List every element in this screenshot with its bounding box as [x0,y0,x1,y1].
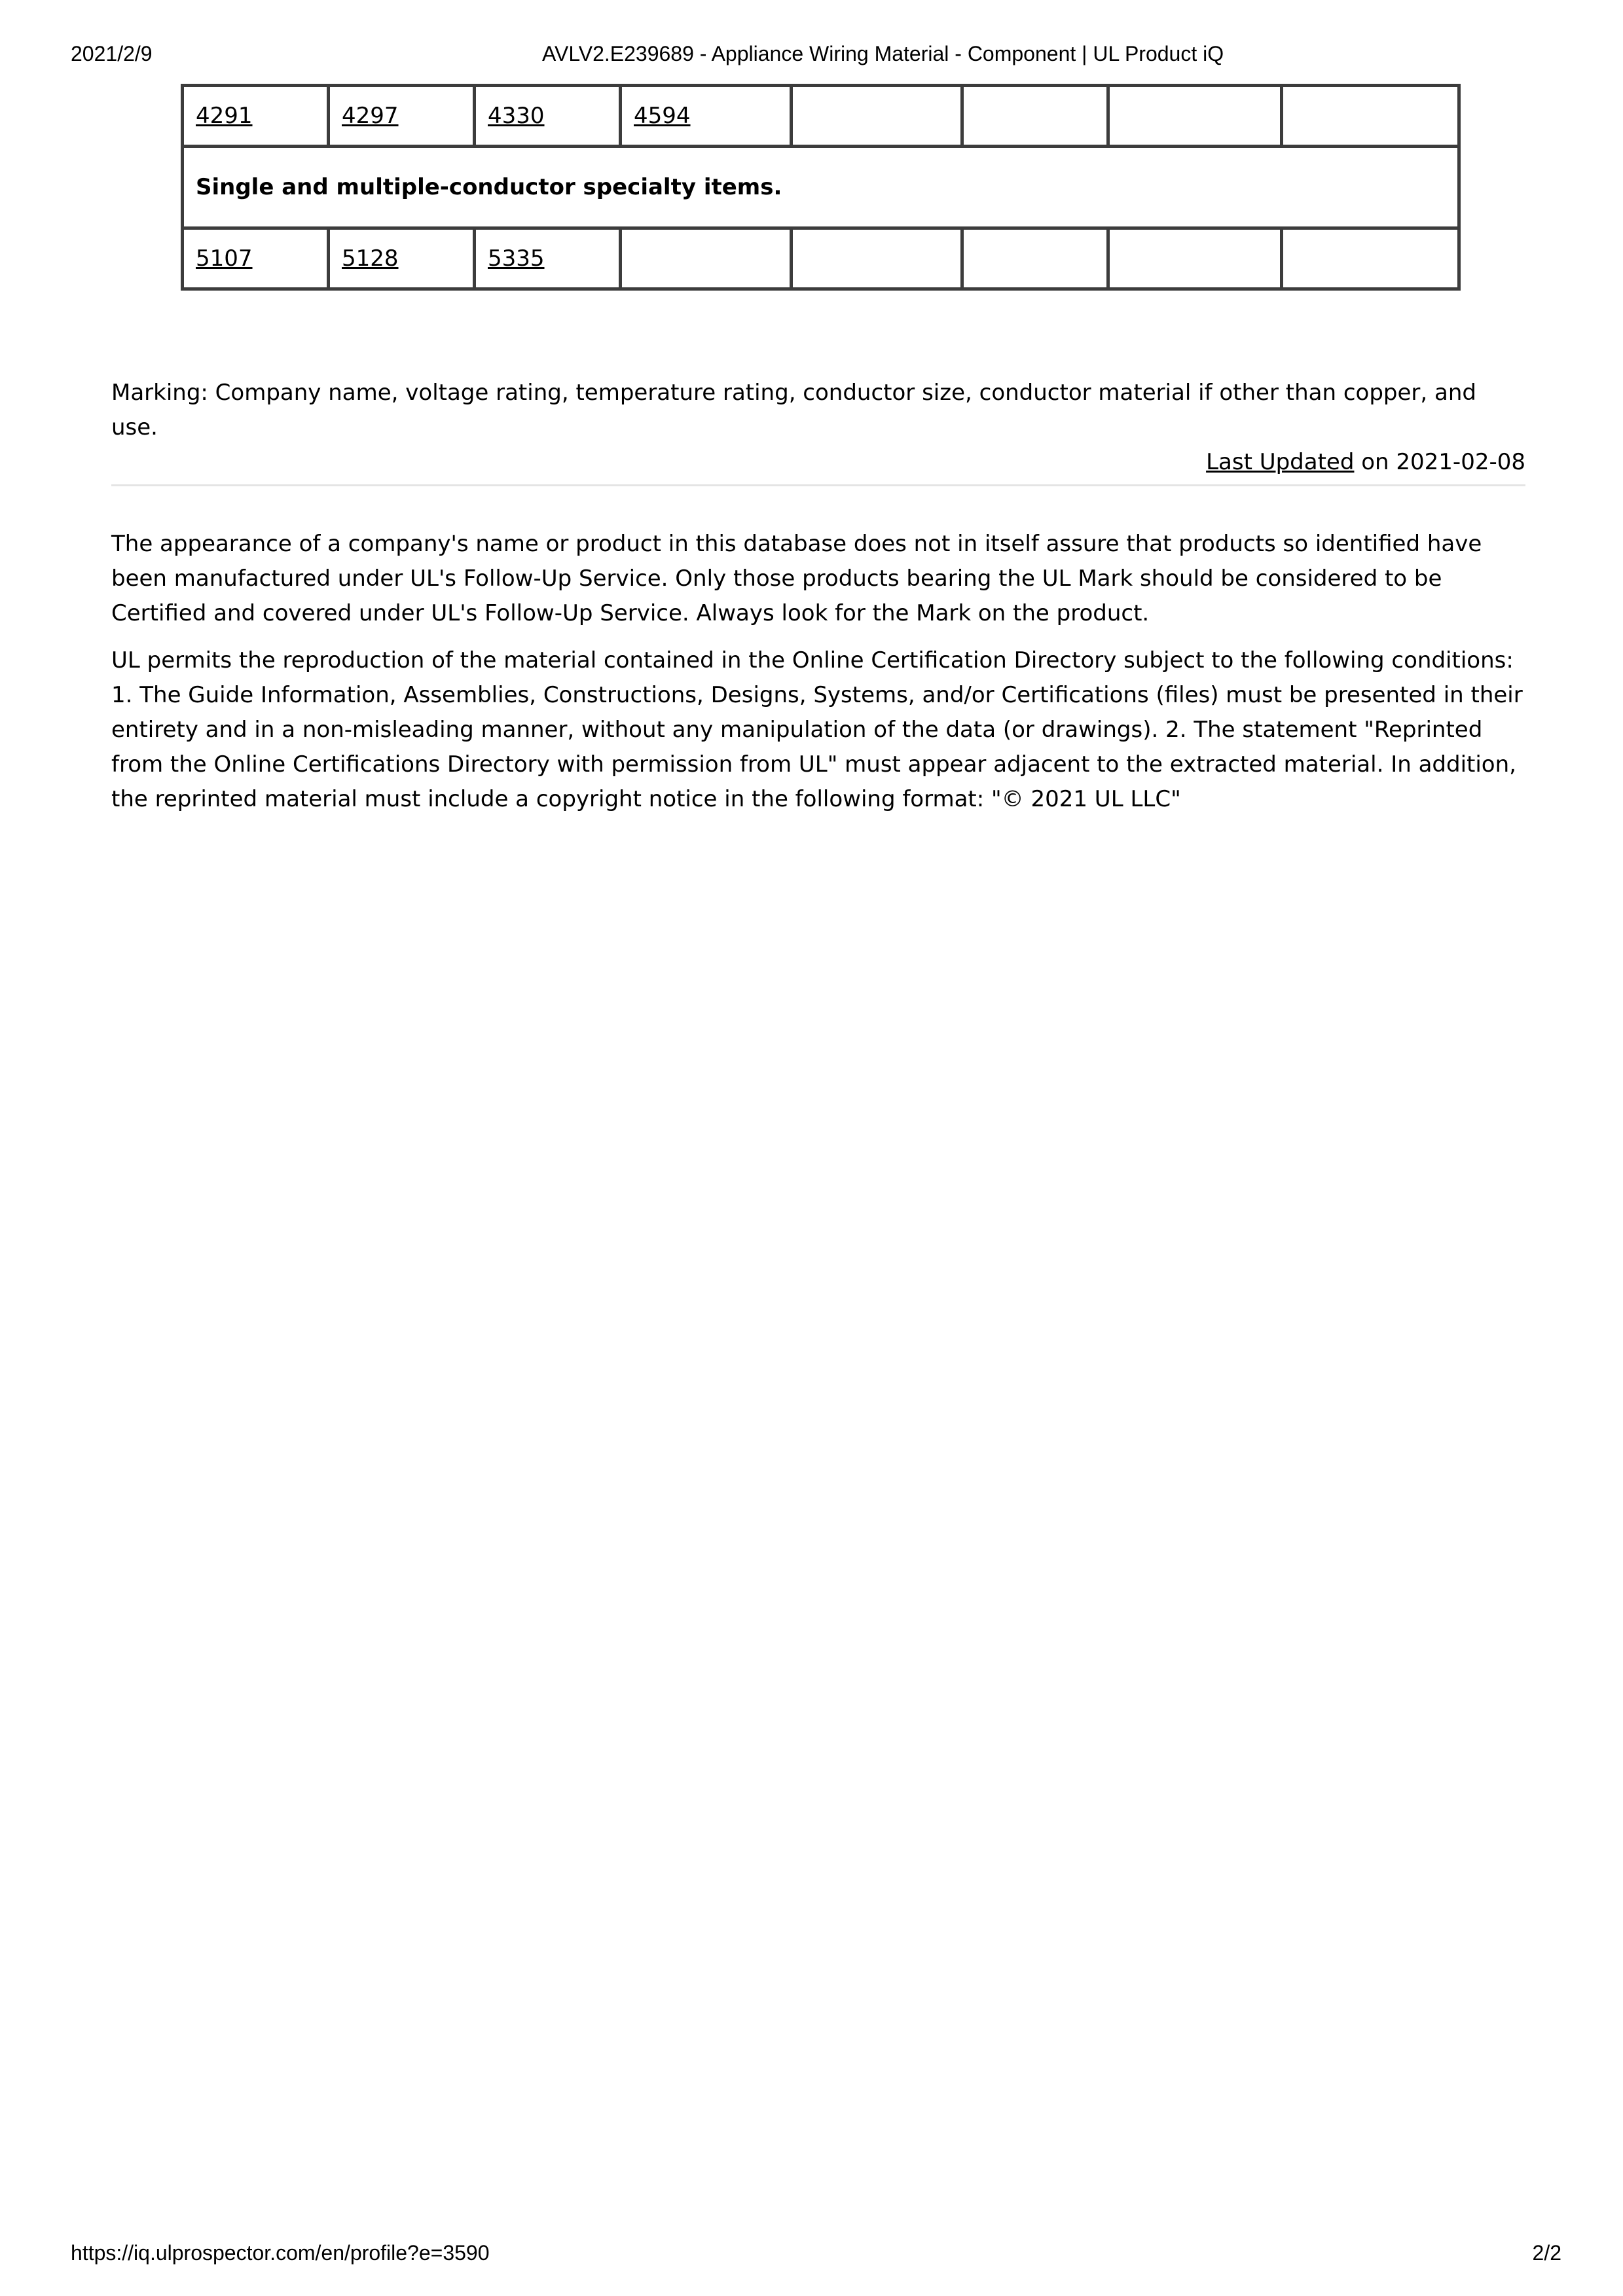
table-row [183,228,1459,289]
file-number-link[interactable]: 4594 [634,103,691,129]
table-row [183,86,1459,147]
last-updated-date: on 2021-02-08 [1354,449,1525,475]
divider [111,484,1525,486]
page-url: https://iq.ulprospector.com/en/profile?e=3590 [71,2241,490,2265]
table-cell [329,228,475,289]
disclaimer-paragraph: The appearance of a company's name or product in this database does not in itself assure that products so identified have been manufactured under UL's Follow-Up Service. Only those products bearing the UL Mark should be considered to be Certified and covered under UL's Follow-Up Service. Always look for the Mark on the product. [111,531,1482,626]
page-number: 2/2 [1532,2241,1561,2265]
page-title: AVLV2.E239689 - Appliance Wiring Material - Component | UL Product iQ [542,42,1224,65]
empty-cell [1108,228,1282,289]
empty-cell [1282,228,1459,289]
last-updated-link[interactable]: Last Updated [1206,449,1355,475]
empty-cell [962,86,1108,147]
marking-text: Marking: Company name, voltage rating, temperature rating, conductor size, conductor material if other than copper, and use. [111,380,1476,440]
table-cell [621,86,792,147]
file-number-link[interactable]: 4330 [488,103,545,129]
file-number-table [181,84,1461,291]
file-number-link[interactable]: 4291 [196,103,253,129]
disclaimer-section [111,527,1525,829]
empty-cell [621,228,792,289]
table-cell [475,86,621,147]
last-updated [111,445,1525,480]
file-number-link[interactable]: 4297 [342,103,399,129]
reprint-conditions-paragraph: UL permits the reproduction of the material contained in the Online Certification Directory subject to the following conditions: 1. The Guide Information, Assemblies, Constructions, Designs, Systems, and/or Certifications (files) must be presented in their entirety and in a non-misleading manner, without any manipulation of the data (or drawings). 2. The statement "Reprinted from the Online Certifications Directory with permission from UL" must appear adjacent to the extracted material. In addition, the reprinted material must include a copyright notice in the following format: "© 2021 UL LLC" [111,647,1523,812]
print-date: 2021/2/9 [71,42,153,65]
print-footer [71,2238,1561,2267]
table-section-row [183,147,1459,228]
file-number-link[interactable]: 5107 [196,245,253,272]
table-cell [329,86,475,147]
file-number-link[interactable]: 5128 [342,245,399,272]
empty-cell [1108,86,1282,147]
table-cell [475,228,621,289]
empty-cell [1282,86,1459,147]
empty-cell [962,228,1108,289]
empty-cell [792,228,962,289]
table-cell [183,86,329,147]
table-cell [183,228,329,289]
section-heading: Single and multiple-conductor specialty items. [183,147,1459,228]
empty-cell [792,86,962,147]
print-header [71,39,1552,68]
marking-section [111,376,1525,480]
file-number-link[interactable]: 5335 [488,245,545,272]
